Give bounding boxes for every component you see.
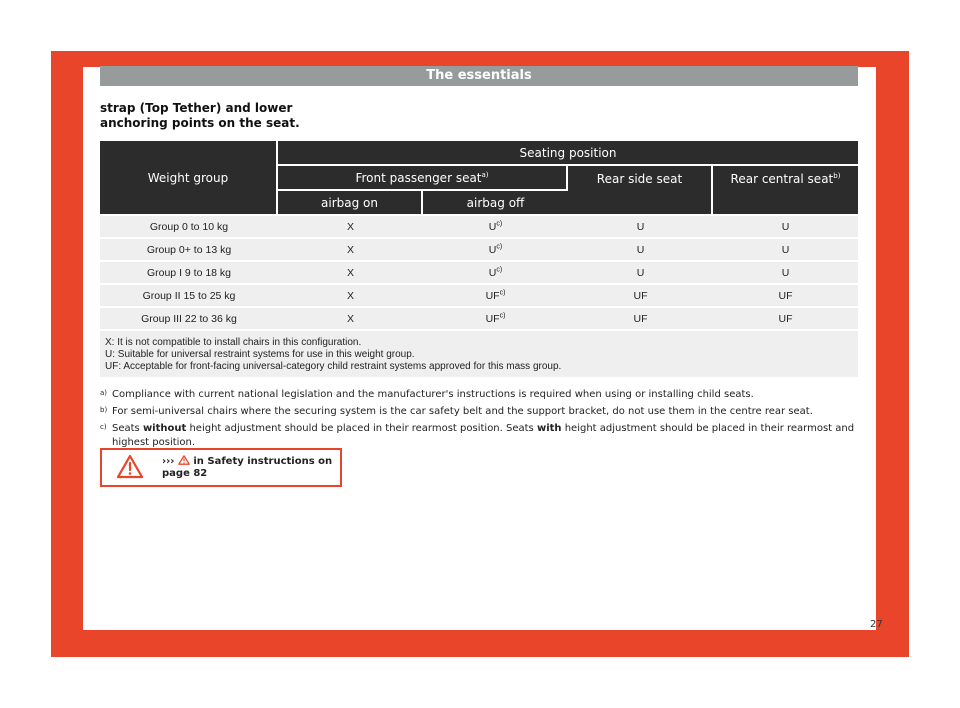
airbag-on-cell: X <box>278 262 423 285</box>
footnote-c: c) Seats without height adjustment should be placed in their rearmost position. Seats with height adjustment should be placed in their rearmost and highest position. <box>100 422 860 450</box>
airbag-off-cell: $U^{c)}$ <box>423 262 568 285</box>
legend-u: U: Suitable for universal restraint systems for use in this weight group. <box>105 349 415 360</box>
rear-central-cell: U <box>713 262 858 285</box>
airbag-off-cell: $U^{c)}$ <box>423 239 568 262</box>
footnote-mark: b) <box>100 406 108 414</box>
rear-central-cell: U <box>713 239 858 262</box>
warning-link[interactable] <box>162 455 337 480</box>
airbag-on-cell: X <box>278 308 423 331</box>
intro-text: strap (Top Tether) and lower anchoring points on the seat. <box>100 101 300 130</box>
small-warning-icon <box>178 455 190 465</box>
rear-central-cell: U <box>713 216 858 239</box>
emphasis-with: with <box>536 423 562 434</box>
rear-side-header: Rear side seat <box>568 166 713 216</box>
rear-side-cell: U <box>568 216 713 239</box>
footnote-mark: c) <box>100 423 107 431</box>
weight-group-header: Weight group <box>100 141 278 216</box>
weight-group-cell: Group III 22 to 36 kg <box>100 308 278 331</box>
rear-side-cell: UF <box>568 308 713 331</box>
arrows-icon: ››› <box>162 456 175 467</box>
table-legend <box>100 331 858 379</box>
legend-uf: UF: Acceptable for front-facing universal-category child restraint systems approved for this mass group. <box>105 361 562 372</box>
seating-position-header: Seating position <box>278 141 858 166</box>
table-row <box>100 239 858 262</box>
front-passenger-header: Front passenger seat$^{a)}$ <box>278 166 568 191</box>
table-row <box>100 262 858 285</box>
footnote-text: Compliance with current national legislation and the manufacturer's instructions is required when using or installing child seats. <box>112 389 754 400</box>
warning-reference-text: in Safety instructions on page 82 <box>162 456 333 479</box>
weight-group-cell: Group 0+ to 13 kg <box>100 239 278 262</box>
footnote-b <box>100 405 860 419</box>
table-row <box>100 308 858 331</box>
footnote-ref-a: a) <box>481 170 489 179</box>
footnotes <box>100 388 860 453</box>
table-row <box>100 216 858 239</box>
airbag-off-cell: $U^{c)}$ <box>423 216 568 239</box>
airbag-on-cell: X <box>278 216 423 239</box>
rear-central-cell: UF <box>713 308 858 331</box>
emphasis-without: without <box>142 423 187 434</box>
warning-triangle-icon <box>116 454 144 479</box>
rear-side-cell: UF <box>568 285 713 308</box>
legend-row <box>100 331 858 379</box>
footnote-a <box>100 388 860 402</box>
airbag-on-cell: X <box>278 239 423 262</box>
footnote-mark: a) <box>100 389 108 397</box>
child-seat-table <box>100 141 858 379</box>
airbag-off-cell: UF$^{c)}$ <box>423 308 568 331</box>
airbag-on-cell: X <box>278 285 423 308</box>
airbag-off-cell: UF$^{c)}$ <box>423 285 568 308</box>
safety-warning-box <box>100 448 342 487</box>
airbag-off-header: airbag off <box>423 191 568 216</box>
airbag-on-header: airbag on <box>278 191 423 216</box>
footnote-text: For semi-universal chairs where the securing system is the car safety belt and the support bracket, do not use them in the centre rear seat. <box>112 406 813 417</box>
section-title: The essentials <box>426 68 532 83</box>
rear-central-header: Rear central seat$^{b)}$ <box>713 166 858 216</box>
weight-group-cell: Group 0 to 10 kg <box>100 216 278 239</box>
rear-side-cell: U <box>568 262 713 285</box>
weight-group-cell: Group II 15 to 25 kg <box>100 285 278 308</box>
legend-x: X: It is not compatible to install chairs in this configuration. <box>105 337 362 348</box>
weight-group-cell: Group I 9 to 18 kg <box>100 262 278 285</box>
section-header <box>100 66 858 86</box>
rear-central-cell: UF <box>713 285 858 308</box>
footnote-ref-b: b) <box>833 172 841 180</box>
rear-side-cell: U <box>568 239 713 262</box>
page-number: 27 <box>870 619 883 630</box>
table-row <box>100 285 858 308</box>
